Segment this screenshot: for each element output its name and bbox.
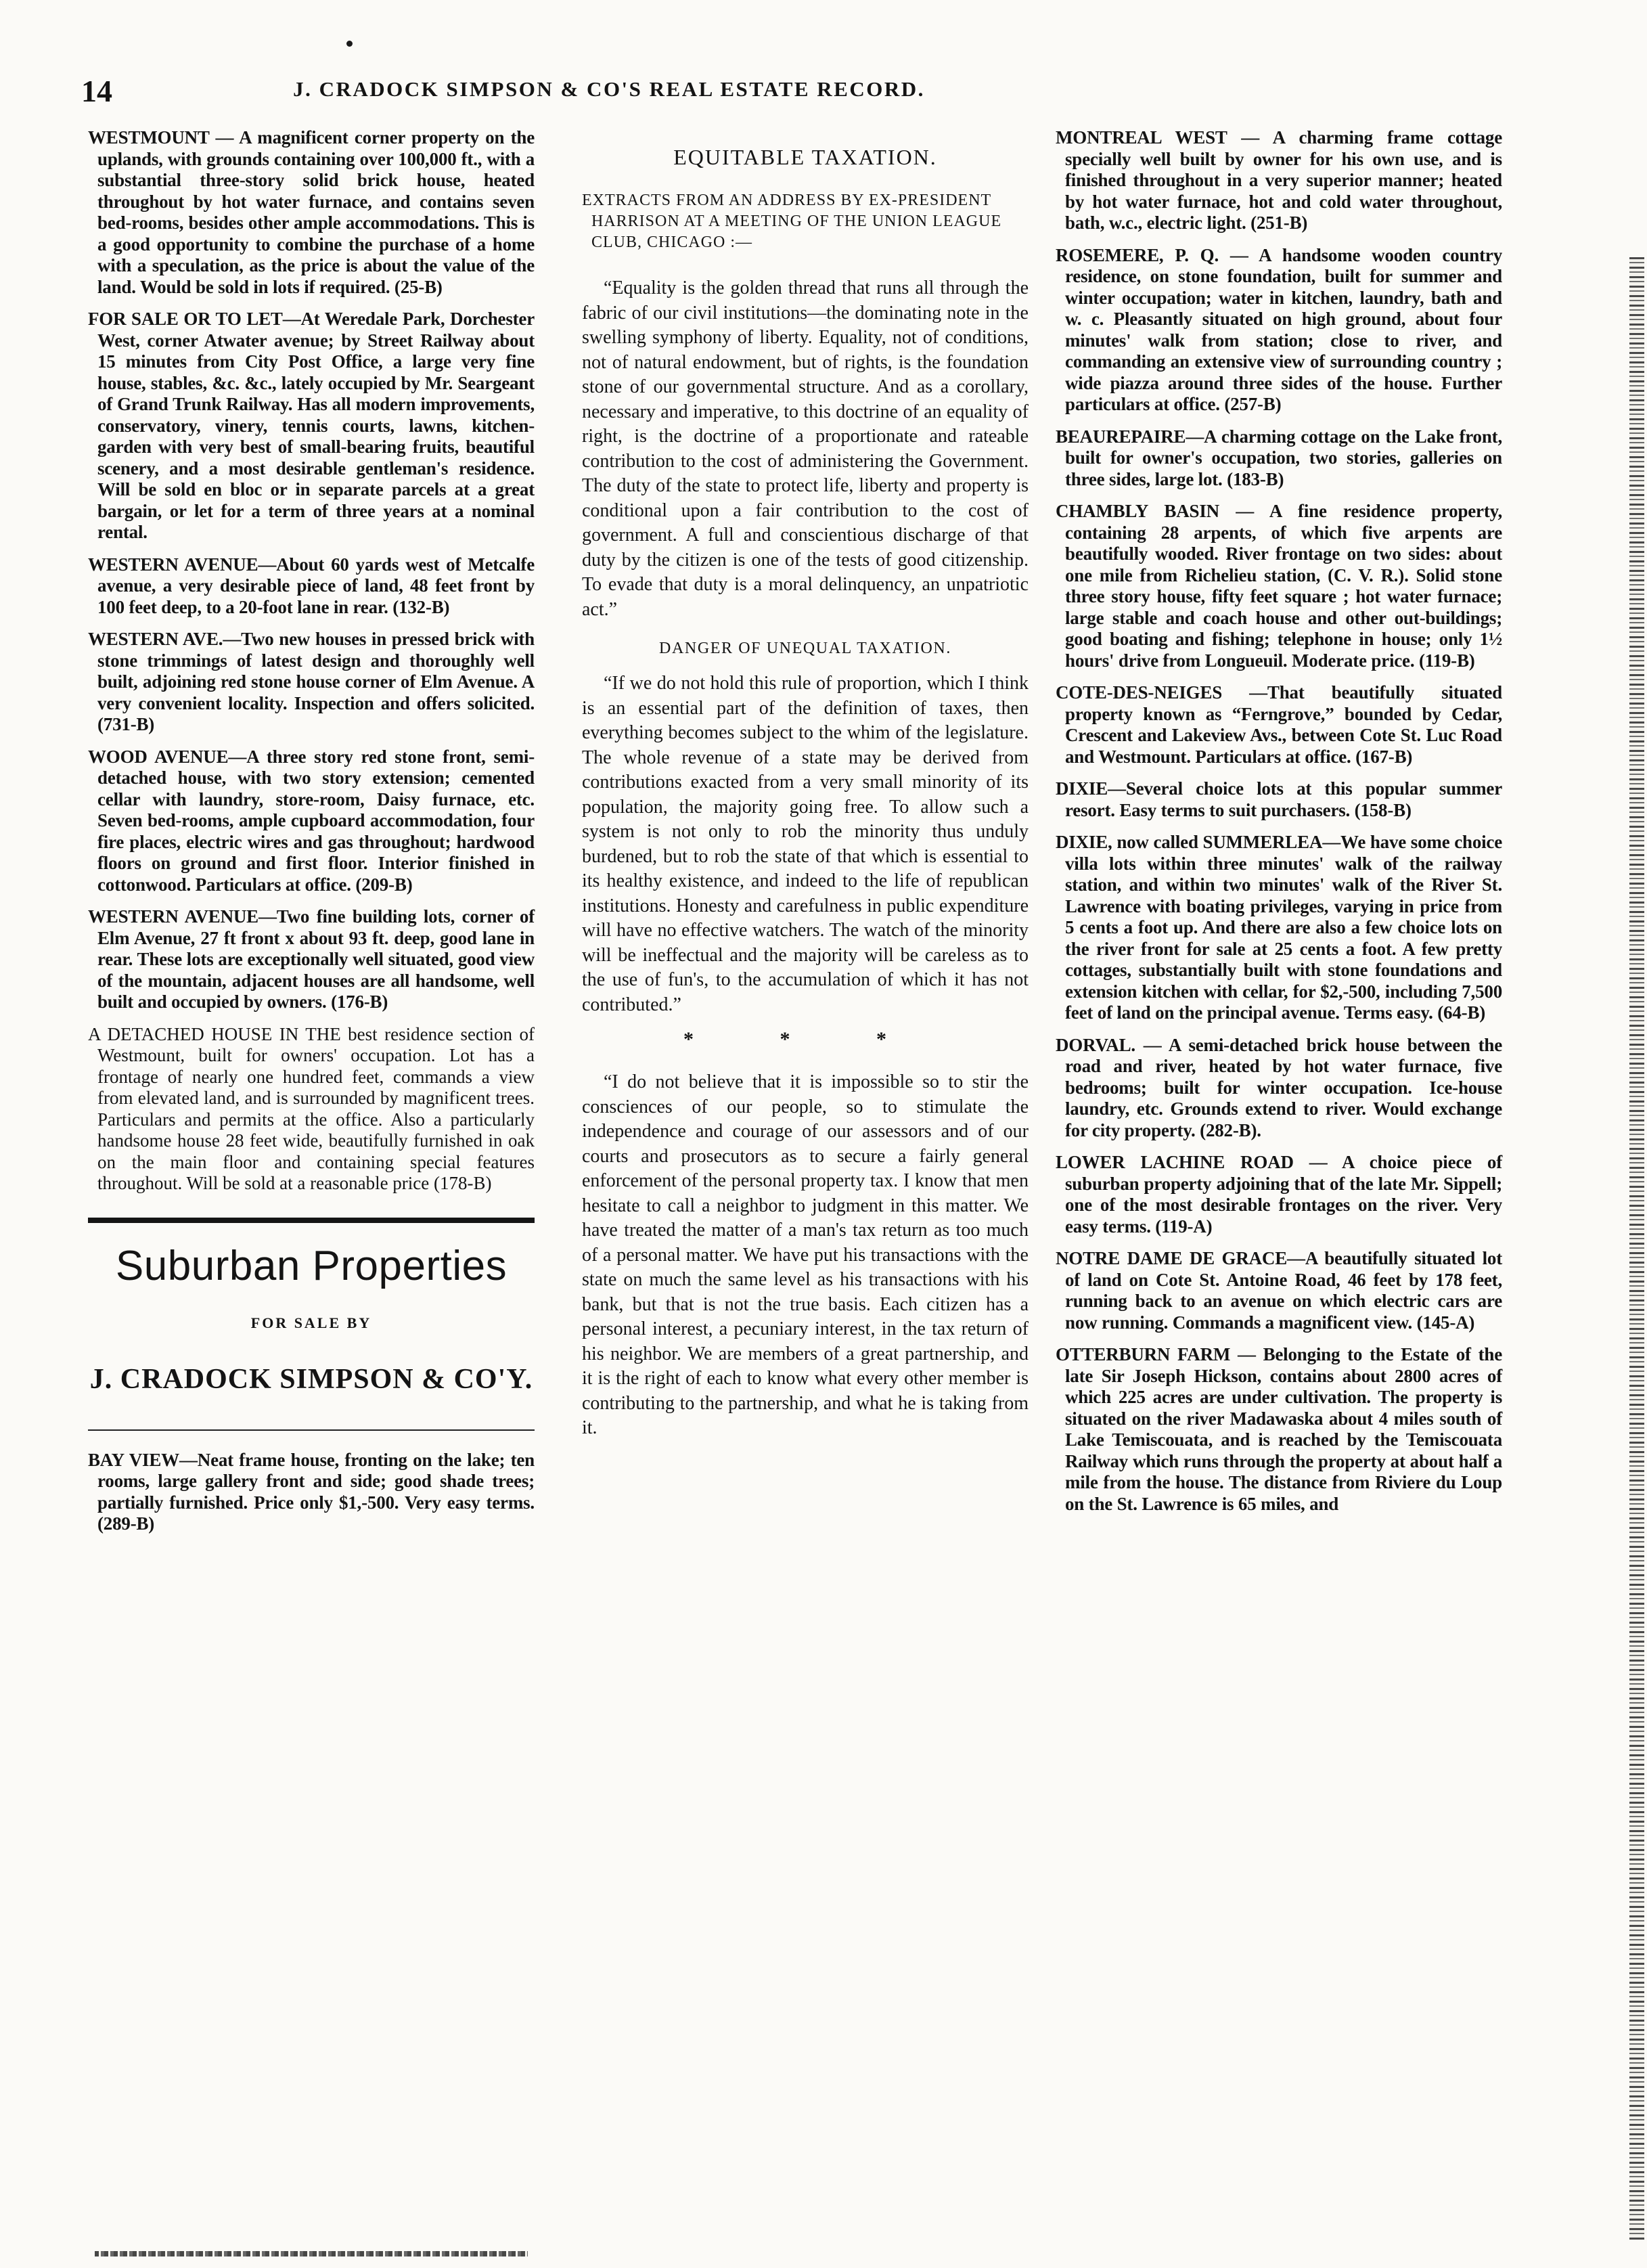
listing-notre-dame-de-grace: NOTRE DAME DE GRACE—A beautifully situated lot of land on Cote St. Antoine Road, 46 feet by 178 feet, running back to an avenue on which electric cars are now running. Commands a magnificent view. (145-A) [1056,1248,1502,1333]
listing-otterburn-farm: OTTERBURN FARM — Belonging to the Estate of the late Sir Joseph Hickson, contains about 2800 acres of which 225 acres are under cultivation. The property is situated on the river Madawaska about 4 miles south of Lake Temiscouata, and is reached by the Temiscouata Railway which runs through the property at about half a mile from the house. The distance from Riviere du Loup on the St. Lawrence is 65 miles, and [1056,1344,1502,1514]
scan-speck [346,41,353,47]
running-head: J. CRADOCK SIMPSON & CO'S REAL ESTATE RECORD. [293,77,925,101]
listing-dixie: DIXIE—Several choice lots at this popular summer resort. Easy terms to suit purchasers. (158-B) [1056,778,1502,820]
listing-montreal-west: MONTREAL WEST — A charming frame cottage specially well built by owner for his own use, and is finished throughout in a very superior manner; heated by hot water furnace, hot and cold water throughout, bath, w.c., electric light. (251-B) [1056,127,1502,233]
listing-for-sale-or-let: FOR SALE OR TO LET—At Weredale Park, Dorchester West, corner Atwater avenue; by Street Railway about 15 minutes from City Post Office, a large very fine house, stables, &c. &c., lately occupied by Mr. Seargeant of Grand Trunk Railway. Has all modern improvements, conservatory, vinery, tennis courts, lawns, kitchen-garden with very best of small-bearing fruits, beautiful scenery, and a most desirable gentleman's residence. Will be sold en bloc or in separate parcels at a great bargain, or let for a term of three years at a nominal rental. [88,309,535,542]
article-paragraph-1: “Equality is the golden thread that runs all through the fabric of our civil institutions—the dominating note in the swelling symphony of liberty. Equality, not of conditions, not of natural endowment, but of rights, is the foundation stone of our governmental structure. And as a corollary, necessary and imperative, to this doctrine of an equality of right, is the doctrine of a proportionate and rateable contribution to the cost of administering the Government. The duty of the state to protect life, liberty and property is conditional upon a fair contribution to the cost of government. A full and conscientious discharge of that duty by the citizen is one of the tests of good citizenship. To evade that duty is a moral delinquency, an unpatriotic act.” [582,277,1029,620]
left-column [88,127,535,1546]
firm-name: J. CRADOCK SIMPSON & CO'Y. [89,1363,533,1395]
listing-wood-avenue: WOOD AVENUE—A three story red stone front, semi-detached house, with two story extension; cemented cellar with laundry, store-room, Daisy furnace, etc. Seven bed-rooms, ample cupboard accommodation, four fire places, electric wires and gas throughout; hardwood floors on ground and first floor. Interior finished in cottonwood. Particulars at office. (209-B) [88,746,535,895]
listing-western-avenue-lots: WESTERN AVENUE—Two fine building lots, corner of Elm Avenue, 27 ft front x about 93 ft. deep, good lane in rear. These lots are exceptionally well situated, good view of the mountain, adjacent houses are all handsome, well built and occupied by owners. (176-B) [88,906,535,1012]
page-header [81,73,1137,114]
page-number: 14 [81,74,112,108]
listing-bay-view: BAY VIEW—Neat frame house, fronting on the lake; ten rooms, large gallery front and side; good shade trees; partially furnished. Price only $1,-500. Very easy terms. (289-B) [88,1449,535,1534]
section-title: Suburban Properties [115,1242,507,1289]
listing-lower-lachine-road: LOWER LACHINE ROAD — A choice piece of suburban property adjoining that of the late Mr. Sippell; one of the most desirable frontages on the river. Very easy terms. (119-A) [1056,1152,1502,1237]
article-title: EQUITABLE TAXATION. [673,145,937,169]
article-paragraph-2: “If we do not hold this rule of proportion, which I think is an essential part of the definition of taxes, then everything becomes subject to the whim of the legislature. The whole revenue of a state may be derived from contributions exacted from a very small minority of its population, the majority going free. To allow such a system is not only to rob the minority thus unduly burdened, but to rob the state of that which is essential to its healthy existence, and indeed to the life of republican institutions. Honesty and carefulness in public expenditure will have no effective watchers. The watch of the minority will be ineffectual and the majority will be careless as to the use of fun's, to the accumulation of which it has not contributed.” [582,673,1029,1015]
article-subhead: DANGER OF UNEQUAL TAXATION. [659,640,951,657]
firm-rule [88,1429,535,1431]
listing-detached-house: A DETACHED HOUSE IN THE best residence section of Westmount, built for owners' occupation. Lot has a frontage of nearly one hundred feet, commands a view from elevated land, and is surrounded by magnificent trees. Particulars and permits at the office. Also a particularly handsome house 28 feet wide, beautifully furnished in oak on the main floor and containing special features throughout. Will be sold at a reasonable price (178-B) [88,1023,535,1193]
listing-dixie-summerlea: DIXIE, now called SUMMERLEA—We have some choice villa lots within three minutes' walk of the railway station, and within two minutes' walk of the River St. Lawrence with boating privileges, varying in price from 5 cents a foot up. And there are also a few choice lots on the river front for sale at 25 cents a foot. A few pretty cottages, substantially built with stone foundations and extension kitchen with cellar, for $2,-500, including 7,500 feet of land on the principal avenue. Terms easy. (64-B) [1056,832,1502,1023]
article-intro: EXTRACTS FROM AN ADDRESS BY EX-PRESIDENT HARRISON AT A MEETING OF THE UNION LEAGUE CLUB, CHICAGO :— [582,192,1002,251]
section-break-stars: * * * [683,1028,927,1050]
listing-chambly-basin: CHAMBLY BASIN — A fine residence property, containing 28 arpents, of which five arpents are beautifully wooded. River frontage on two sides: about one mile from Richelieu station, (C. V. R.). Solid stone three story house, fifty feet square ; hot water furnace; large stable and coach house and other out-buildings; good boating and fishing; telephone in house; only 1½ hours' drive from Longueuil. Moderate price. (119-B) [1056,501,1502,671]
listing-western-avenue-land: WESTERN AVENUE—About 60 yards west of Metcalfe avenue, a very desirable piece of land, 48 feet front by 100 feet deep, to a 20-foot lane in rear. (132-B) [88,554,535,617]
listing-western-ave-houses: WESTERN AVE.—Two new houses in pressed brick with stone trimmings of latest design and thoroughly well built, adjoining red stone house corner of Elm Avenue. A very convenient locality. Inspection and offers solicited. (731-B) [88,629,535,734]
right-column [1056,127,1502,1526]
listing-beaurepaire: BEAUREPAIRE—A charming cottage on the Lake front, built for owner's occupation, two stories, galleries on three sides, large lot. (183-B) [1056,426,1502,489]
listing-westmount: WESTMOUNT — A magnificent corner property on the uplands, with grounds containing over 100,000 ft., with a substantial three-story solid brick house, heated throughout by hot water furnace, and contains seven bed-rooms, besides other ample accommodations. This is a good opportunity to combine the purchase of a home with a speculation, as the price is about the value of the land. Would be sold in lots if required. (25-B) [88,127,535,297]
listing-rosemere: ROSEMERE, P. Q. — A handsome wooden country residence, on stone foundation, built for summer and winter occupation; water in kitchen, laundry, bath and w. c. Pleasantly situated on high ground, about four minutes' walk from station; close to river, and commanding an extensive view of surrounding country ; wide piazza around three sides of the house. Further particulars at office. (257-B) [1056,244,1502,414]
listing-dorval: DORVAL. — A semi-detached brick house between the road and river, heated by hot water furnace, five bedrooms; built for winter occupation. Ice-house laundry, etc. Grounds extend to river. Would exchange for city property. (282-B). [1056,1034,1502,1140]
section-rule [88,1218,535,1223]
article-paragraph-3: “I do not believe that it is impossible so to stir the consciences of our people, so to stimulate the independence and courage of our assessors and of our courts and prosecutors as to secure a fairly general enforcement of the personal property tax. I know that men hesitate to call a neighbor to judgment in this matter. We have treated the matter of a man's tax return as too much of a personal matter. We have put his transactions with the state on much the same level as his transactions with his bank, but that is not the true basis. Each citizen has a personal interest, a pecuniary interest, in the tax return of his neighbor. We are members of a great partnership, and it is the right of each to know what every other member is contributing to the partnership, and what he is taking from it. [582,1071,1029,1438]
scan-edge-strip [1629,257,1644,2240]
middle-column [582,127,1029,1452]
scan-bottom-smudge [95,2251,528,2256]
for-sale-by: FOR SALE BY [250,1314,372,1331]
listing-cote-des-neiges: COTE-DES-NEIGES —That beautifully situated property known as “Ferngrove,” bounded by Cedar, Crescent and Lakeview Avs., between Cote St. Luc Road and Westmount. Particulars at office. (167-B) [1056,682,1502,767]
